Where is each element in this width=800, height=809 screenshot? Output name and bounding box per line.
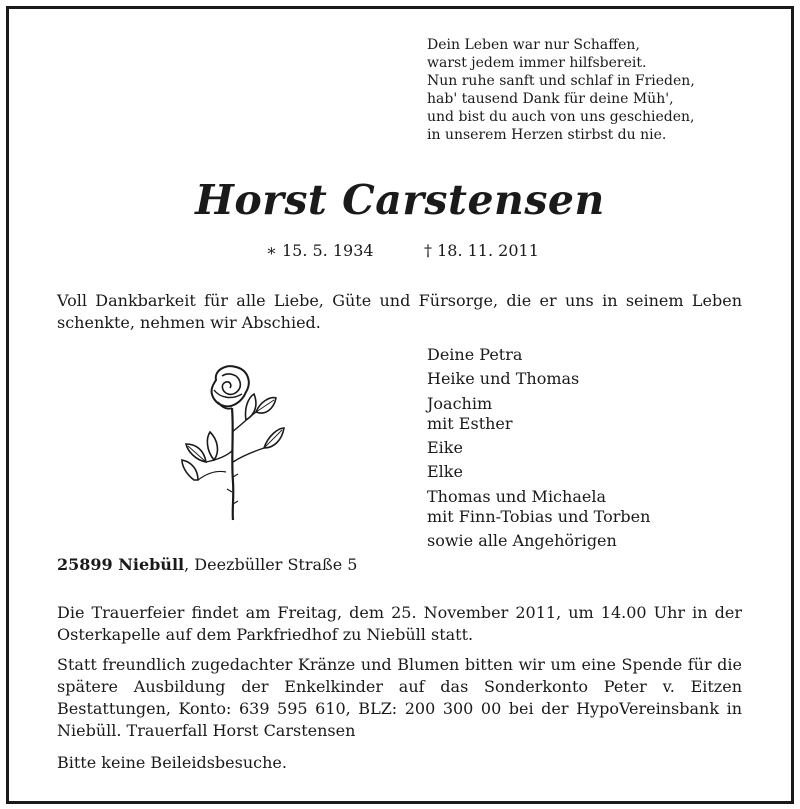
rose-icon (176, 362, 286, 522)
mourner: Thomas und Michaela (427, 486, 606, 506)
address (57, 555, 357, 574)
gratitude-text: Voll Dankbarkeit für alle Liebe, Güte und Fürsorge, die er uns in seinem Leben schenkte, nehmen wir Abschied. (57, 291, 742, 332)
poem-line: hab' tausend Dank für deine Müh', (427, 91, 674, 107)
poem-line: in unserem Herzen stirbst du nie. (427, 127, 667, 143)
poem-line: warst jedem immer hilfsbereit. (427, 55, 647, 71)
address-street: , Deezbüller Straße 5 (184, 555, 358, 574)
deceased-name: Horst Carstensen (195, 176, 605, 224)
mourner: Heike und Thomas (427, 369, 580, 389)
poem-line: und bist du auch von uns geschieden, (427, 109, 695, 125)
mourner: Deine Petra (427, 345, 523, 364)
funeral-text: Die Trauerfeier findet am Freitag, dem 25. November 2011, um 14.00 Uhr in der Osterkapelle auf dem Parkfriedhof zu Niebüll statt. (57, 603, 742, 644)
mourner: mit Finn-Tobias und Torben (427, 507, 651, 527)
mourner: Joachim (427, 393, 493, 413)
death-date: † 18. 11. 2011 (424, 241, 539, 260)
poem (427, 36, 695, 144)
poem-line: Dein Leben war nur Schaffen, (427, 37, 640, 53)
donation-text: Statt freundlich zugedachter Kränze und Blumen bitten wir um eine Spende für die spätere Ausbildung der Enkelkinder auf das Sonderkonto Peter v. Eitzen Bestattungen, Konto: 639 595 610, BLZ: 200 300 00 bei der HypoVereinsbank in Niebüll. Trauerfall Horst Carstensen (57, 655, 742, 740)
mourners-list (427, 343, 650, 554)
mourner: mit Esther (427, 413, 513, 433)
closing-text: Bitte keine Beileidsbesuche. (57, 753, 287, 772)
mourner: Elke (427, 462, 463, 482)
mourner: sowie alle Angehörigen (427, 531, 617, 551)
birth-date: ∗ 15. 5. 1934 (266, 241, 374, 260)
address-city: 25899 Niebüll (57, 555, 185, 574)
poem-line: Nun ruhe sanft und schlaf in Frieden, (427, 73, 695, 89)
mourner: Eike (427, 438, 463, 458)
